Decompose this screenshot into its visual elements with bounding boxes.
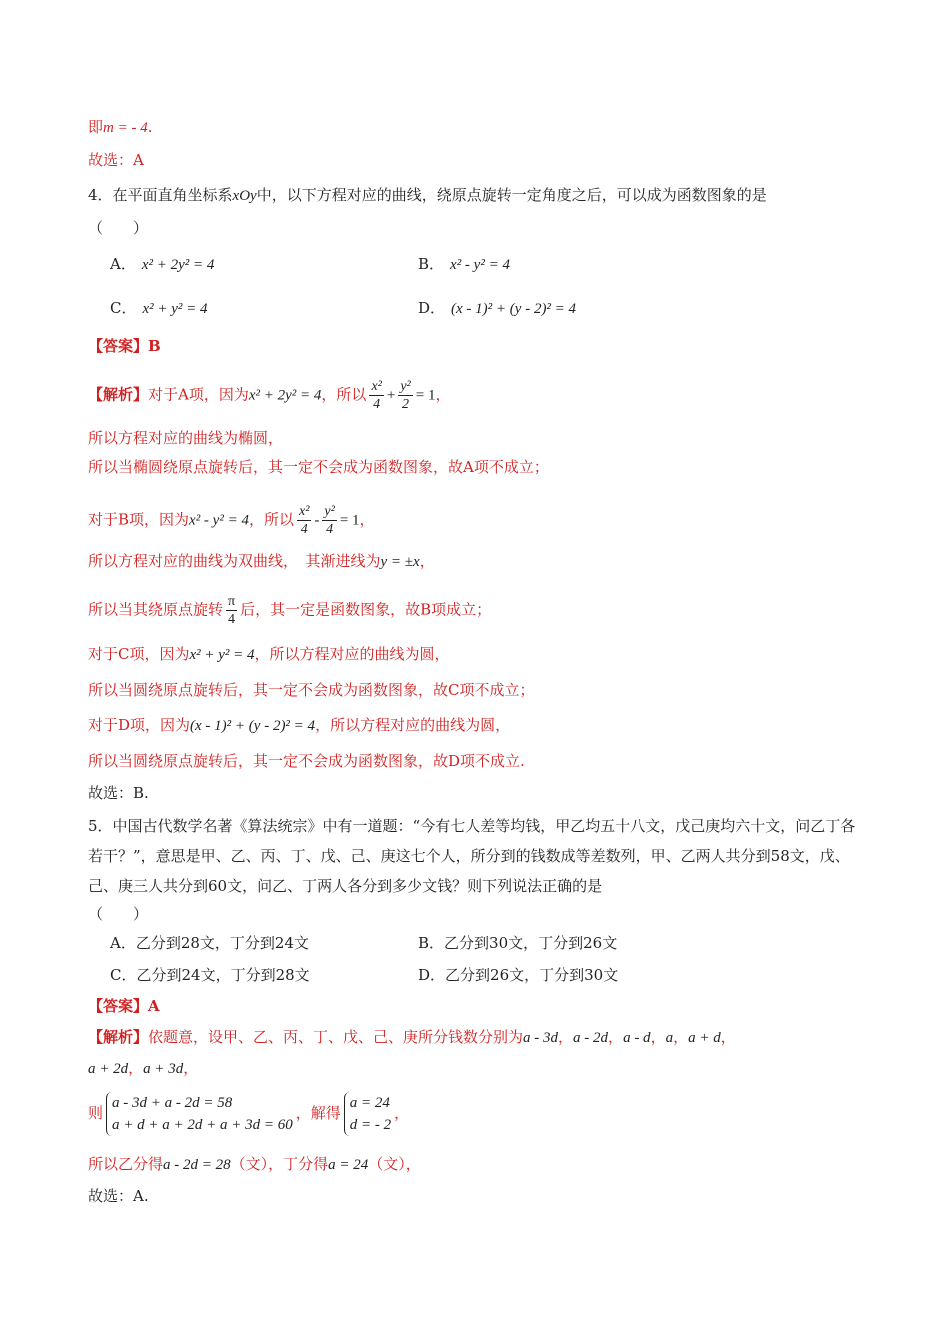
q4-solution-line-1: 【解析】对于A项，因为x² + 2y² = 4，所以 $\frac{\text{x²}}{4}$ + $\frac{\text{y²}}{2}$ = 1， [88, 379, 451, 412]
q4-option-b: B． x² - y² = 4 [418, 255, 510, 273]
q4-choose: 故选：B. [88, 784, 149, 802]
q5-stem: 5．中国古代数学名著《算法统宗》中有一道题：“今有七人差等均钱，甲乙均五十八文，戊己庚均六十文，问乙丁各若干？”，意思是甲、乙、丙、丁、戊、己、庚这七个人，所分到的钱数成等差数列，甲、乙两人共分到58文，戊、己、庚三人共分到60文，问乙、丁两人各分到多少文钱？则下列说法正确的是 [88, 817, 856, 895]
q5-option-c: C．乙分到24文，丁分到28文 [110, 966, 310, 984]
q4-solution-line-4: 对于B项，因为x² - y² = 4，所以 $\frac{\text{x²}}{4}$ - $\frac{\text{y²}}{4}$ = 1， [88, 504, 375, 537]
q5-answer: 【答案】A [88, 997, 160, 1015]
q4-solution-line-6: 所以当其绕原点旋转 $\frac{\pi}{4}$ 后，其一定是函数图象，故B项成立； [88, 594, 492, 627]
q5-solution-line-3: 则 a - 3d + a - 2d = 58 a + d + a + 2d + a + 3d = 60 ，解得 a = 24 d = - 2 ， [88, 1092, 409, 1136]
q5-option-d: D．乙分到26文，丁分到30文 [418, 966, 619, 984]
fraction-x2-over-4-b: $\frac{\text{x²}}{4}$ [298, 504, 310, 537]
q4-solution-line-5: 所以方程对应的曲线为双曲线， 其渐进线为y = ±x， [88, 552, 435, 570]
q5-solution-line-2: a + 2d，a + 3d， [88, 1059, 199, 1077]
fraction-pi-over-4: $\frac{\pi}{4}$ [228, 594, 236, 627]
q4-solution-line-10: 所以当圆绕原点旋转后，其一定不会成为函数图象，故D项不成立. [88, 752, 525, 770]
q5-solution-line-4: 所以乙分得a - 2d = 28（文），丁分得a = 24（文）， [88, 1155, 421, 1173]
q5-choose: 故选：A. [88, 1187, 149, 1205]
q4-solution-line-8: 所以当圆绕原点旋转后，其一定不会成为函数图象，故C项不成立； [88, 681, 535, 699]
fraction-y2-over-4: $\frac{\text{y²}}{4}$ [324, 504, 335, 537]
q5-solution-line-1: 【解析】依题意，设甲、乙、丙、丁、戊、己、庚所分钱数分别为a - 3d，a - 2d，a - d，a，a + d， [88, 1028, 736, 1046]
q5-option-a: A．乙分到28文，丁分到24文 [110, 934, 310, 952]
fraction-y2-over-2: $\frac{\text{y²}}{2}$ [400, 379, 411, 412]
q4-option-a: A． x² + 2y² = 4 [110, 255, 215, 273]
equation-system-1: a - 3d + a - 2d = 58 a + d + a + 2d + a + 3d = 60 [106, 1092, 293, 1136]
q4-solution-line-3: 所以当椭圆绕原点旋转后，其一定不会成为函数图象，故A项不成立； [88, 458, 549, 476]
q4-solution-line-9: 对于D项，因为(x - 1)² + (y - 2)² = 4，所以方程对应的曲线为圆， [88, 716, 511, 734]
q4-option-c: C． x² + y² = 4 [110, 299, 208, 317]
prev-conclusion: 即m = - 4. [88, 118, 153, 136]
q4-stem: 4．在平面直角坐标系xOy中，以下方程对应的曲线，绕原点旋转一定角度之后，可以成为函数图象的是 [88, 186, 767, 204]
fraction-x2-over-4: $\frac{\text{x²}}{4}$ [371, 379, 382, 412]
q4-paren: （ ） [88, 219, 149, 237]
q4-solution-line-2: 所以方程对应的曲线为椭圆， [88, 429, 284, 447]
q4-solution-line-7: 对于C项，因为x² + y² = 4，所以方程对应的曲线为圆， [88, 645, 450, 663]
equation-system-2: a = 24 d = - 2 [344, 1092, 391, 1136]
q4-answer: 【答案】B [88, 337, 161, 355]
q5-paren: （ ） [88, 905, 149, 923]
q4-option-d: D． (x - 1)² + (y - 2)² = 4 [418, 299, 577, 317]
prev-choose: 故选：A [88, 151, 144, 169]
q5-option-b: B．乙分到30文，丁分到26文 [418, 934, 618, 952]
